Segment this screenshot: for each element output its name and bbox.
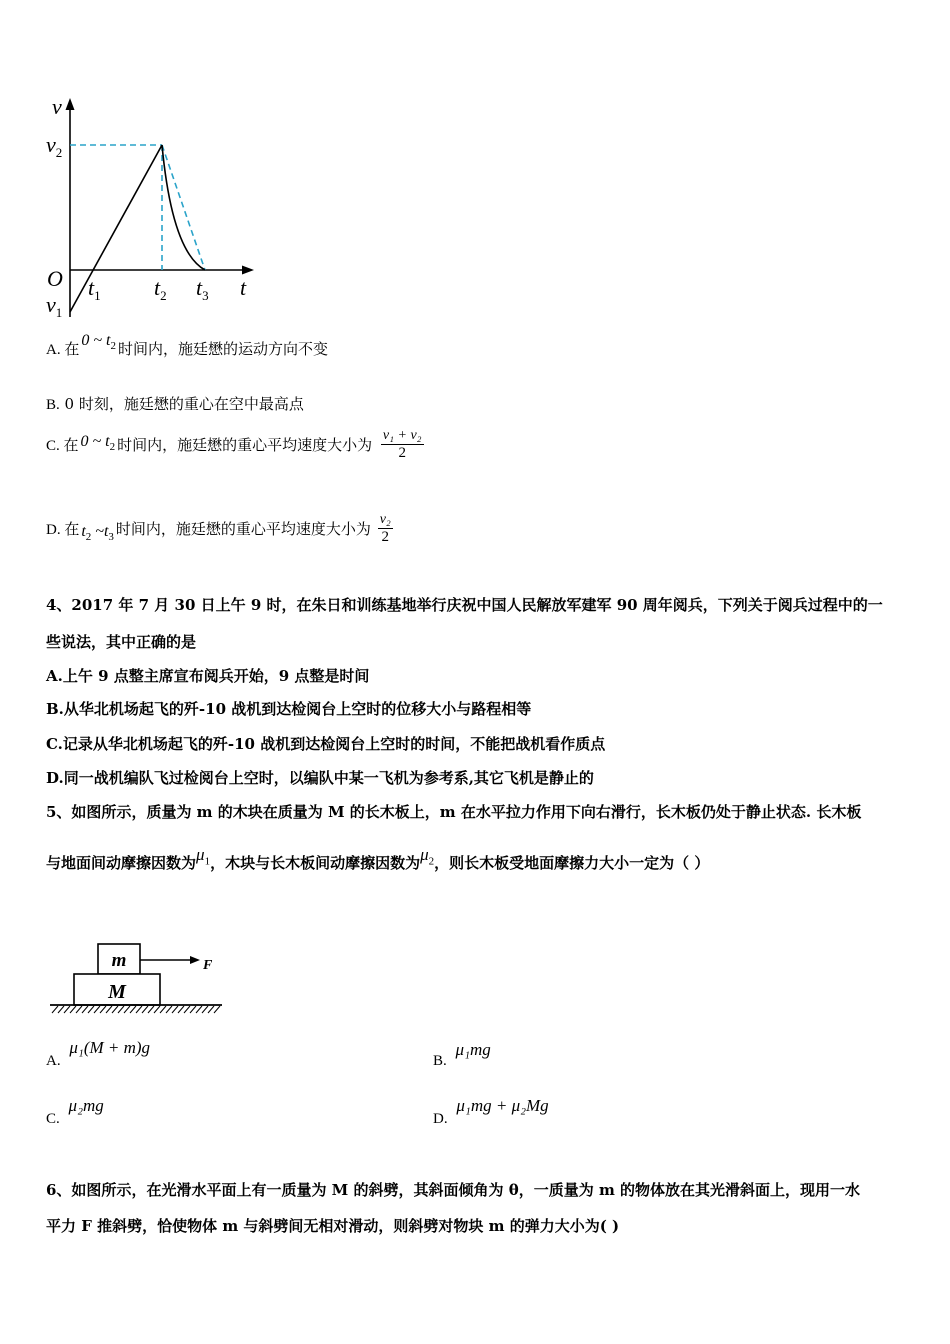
q6-stem-line1: 6、如图所示，在光滑水平面上有一质量为 M 的斜劈，其斜面倾角为 θ，一质量为 m 的物体放在其光滑斜面上，现用一水 bbox=[46, 1181, 861, 1199]
fraction-numerator: v₁ + v₂ bbox=[381, 428, 424, 445]
small-block-label: m bbox=[111, 950, 127, 971]
v1-label: $v_1$ bbox=[46, 292, 63, 320]
q4-stem-line1: 4、2017 年 7 月 30 日上午 9 时，在朱日和训练基地举行庆祝中国人民解放军建军 90 周年阅兵，下列关于阅兵过程中的一 bbox=[46, 596, 883, 614]
t1-label: $t_1$ bbox=[88, 275, 101, 303]
q5-stem-line2 bbox=[46, 845, 710, 875]
q4-stem-line2: 些说法，其中正确的是 bbox=[46, 633, 197, 651]
q3-option-b-label: B. bbox=[46, 397, 60, 413]
velocity-rise-line bbox=[70, 145, 162, 312]
t2-label: $t_2$ bbox=[154, 275, 167, 303]
force-label: F bbox=[203, 958, 213, 973]
t-axis-arrow bbox=[242, 266, 254, 275]
q3-option-d-label: D. 在 bbox=[46, 521, 80, 538]
q3-option-c-fraction bbox=[381, 428, 424, 462]
origin-label: O bbox=[47, 266, 63, 291]
q3-option-d[interactable] bbox=[46, 512, 393, 546]
q4-option-b[interactable]: B.从华北机场起飞的歼-10 战机到达检阅台上空时的位移大小与路程相等 bbox=[46, 700, 532, 718]
q5-option-b-label: B. bbox=[433, 1053, 447, 1069]
q5-option-a-label: A. bbox=[46, 1053, 61, 1069]
q5-stem-line1: 5、如图所示，质量为 m 的木块在质量为 M 的长木板上，m 在水平拉力作用下向右滑行，长木板仍处于静止状态. 长木板 bbox=[46, 803, 862, 821]
q4-option-a[interactable]: A.上午 9 点整主席宣布阅兵开始，9 点整是时间 bbox=[46, 667, 370, 685]
axis-v-label: v bbox=[52, 94, 62, 119]
q5-option-d-label: D. bbox=[433, 1111, 448, 1127]
v-axis-arrow bbox=[66, 98, 75, 110]
q3-option-a-label: A. 在 bbox=[46, 342, 80, 358]
q5-stem-text-b: ，木块与长木板间动摩擦因数为 bbox=[210, 854, 421, 872]
t3-label: $t_3$ bbox=[196, 275, 209, 303]
q5-option-c-label: C. bbox=[46, 1111, 60, 1127]
q4-option-c[interactable]: C.记录从华北机场起飞的歼-10 战机到达检阅台上空时的时间，不能把战机看作质点 bbox=[46, 735, 606, 753]
linear-decel-dashed-line bbox=[162, 145, 205, 270]
large-block-label: M bbox=[108, 981, 126, 1003]
q5-option-d[interactable] bbox=[433, 1096, 549, 1127]
ground-hatching bbox=[52, 1006, 220, 1013]
q3-option-b-text: 0 时刻，施廷懋的重心在空中最高点 bbox=[59, 395, 304, 413]
q3-option-c-label: C. 在 bbox=[46, 437, 79, 454]
fraction-numerator: v₂ bbox=[378, 512, 393, 529]
fraction-denominator: 2 bbox=[381, 529, 389, 546]
q6-stem-line2: 平力 F 推斜劈，恰使物体 m 与斜劈间无相对滑动，则斜劈对物块 m 的弹力大小为( ) bbox=[46, 1217, 620, 1235]
q3-option-b[interactable] bbox=[46, 393, 304, 414]
q4-option-d[interactable]: D.同一战机编队飞过检阅台上空时，以编队中某一飞机为参考系,其它飞机是静止的 bbox=[46, 769, 594, 787]
q3-option-a-math: 0 ~ $t_2$ bbox=[81, 332, 116, 353]
q3-option-c[interactable] bbox=[46, 428, 424, 462]
v2-label: $v_2$ bbox=[46, 132, 63, 160]
q5-option-c[interactable] bbox=[46, 1096, 104, 1127]
mu1-symbol: $\mu_1$ bbox=[196, 845, 211, 868]
q5-option-a[interactable] bbox=[46, 1038, 151, 1069]
fraction-denominator: 2 bbox=[398, 445, 406, 462]
q3-option-d-fraction bbox=[378, 512, 393, 546]
force-arrow-head bbox=[190, 956, 200, 964]
q3-option-a-text: 时间内，施廷懋的运动方向不变 bbox=[117, 340, 328, 358]
velocity-time-graph bbox=[40, 92, 270, 322]
q3-option-a[interactable] bbox=[46, 332, 328, 361]
blocks-figure bbox=[46, 938, 226, 1020]
q5-stem-text-c: ，则长木板受地面摩擦力大小一定为（ ） bbox=[434, 854, 710, 872]
q3-option-c-text: 时间内，施廷懋的重心平均速度大小为 bbox=[117, 435, 373, 454]
q5-option-c-formula: μ₂mg bbox=[68, 1096, 104, 1115]
axis-t-label: t bbox=[240, 275, 247, 300]
q5-option-a-formula: μ₁(M + m)g bbox=[69, 1038, 151, 1057]
q5-option-d-formula: μ₁mg + μ₂Mg bbox=[456, 1096, 549, 1115]
q3-option-d-math: $t_2$ $\sim t_3$ bbox=[81, 522, 114, 543]
q3-option-c-math: 0 ~ $t_2$ bbox=[80, 432, 116, 453]
q5-option-b-formula: μ₁mg bbox=[455, 1040, 491, 1059]
mu2-symbol: $\mu_2$ bbox=[420, 845, 435, 868]
q5-stem-text-a: 与地面间动摩擦因数为 bbox=[46, 854, 197, 872]
q5-option-b[interactable] bbox=[433, 1040, 491, 1069]
q3-option-d-text: 时间内，施廷懋的重心平均速度大小为 bbox=[115, 519, 371, 538]
